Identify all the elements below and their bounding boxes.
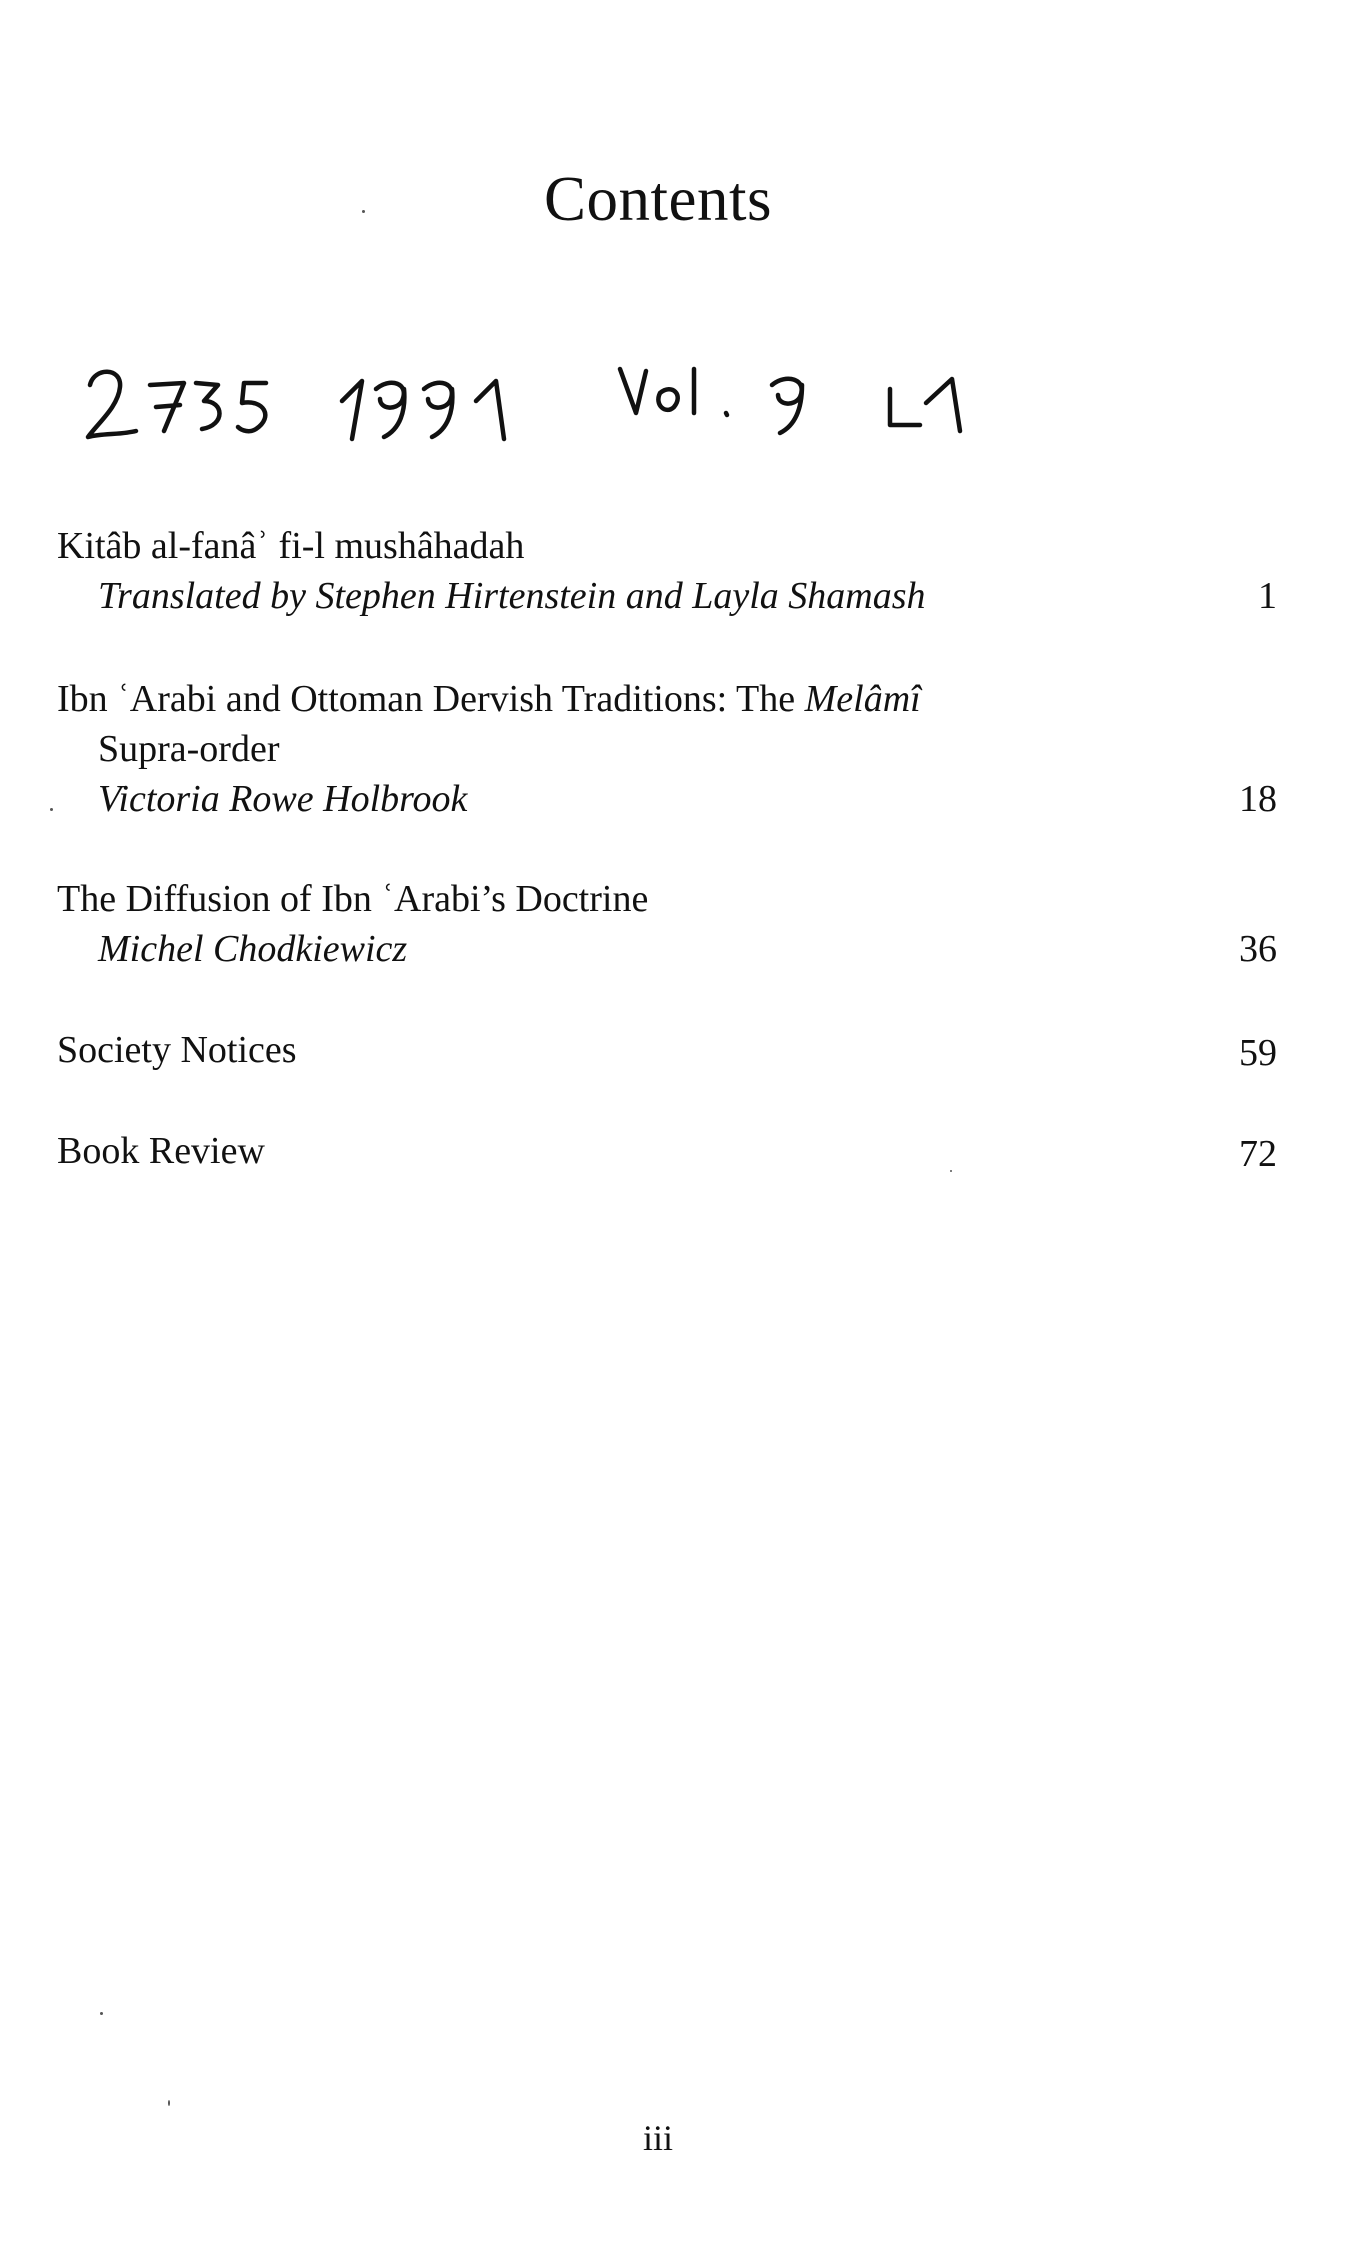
entry-title-italic: Melâmî bbox=[804, 678, 921, 720]
entry-title bbox=[57, 680, 921, 718]
entry-author: Victoria Rowe Holbrook bbox=[98, 778, 468, 820]
scan-speck bbox=[100, 2012, 103, 2015]
entry-author: Translated by Stephen Hirtenstein and Layla Shamash bbox=[98, 575, 926, 617]
entry-page-number: 72 bbox=[1239, 1133, 1277, 1175]
entry-title: The Diffusion of Ibn ʿArabi’s Doctrine bbox=[57, 878, 649, 920]
entry-title-text: Ibn ʿArabi and Ottoman Dervish Traditions: The bbox=[57, 678, 805, 720]
entry-page-number: 59 bbox=[1239, 1032, 1277, 1074]
entry-page-number: 1 bbox=[1258, 575, 1277, 617]
handwritten-annotation-drawing bbox=[80, 355, 1060, 465]
entry-title: Book Review bbox=[57, 1130, 265, 1172]
entry-page-number: 36 bbox=[1239, 928, 1277, 970]
entry-title-continuation: Supra-order bbox=[98, 728, 280, 770]
entry-title: Kitâb al-fanâʾ fi-l mushâhadah bbox=[57, 525, 525, 567]
handwritten-annotation bbox=[80, 355, 1060, 465]
entry-page-number: 18 bbox=[1239, 778, 1277, 820]
scan-speck bbox=[168, 2100, 170, 2106]
scan-speck bbox=[362, 210, 365, 213]
scan-speck bbox=[950, 1170, 952, 1172]
scan-speck bbox=[50, 808, 53, 811]
entry-author: Michel Chodkiewicz bbox=[98, 928, 408, 970]
entry-title: Society Notices bbox=[57, 1029, 297, 1071]
page-title: Contents bbox=[543, 164, 772, 234]
page-folio: iii bbox=[642, 2118, 673, 2158]
